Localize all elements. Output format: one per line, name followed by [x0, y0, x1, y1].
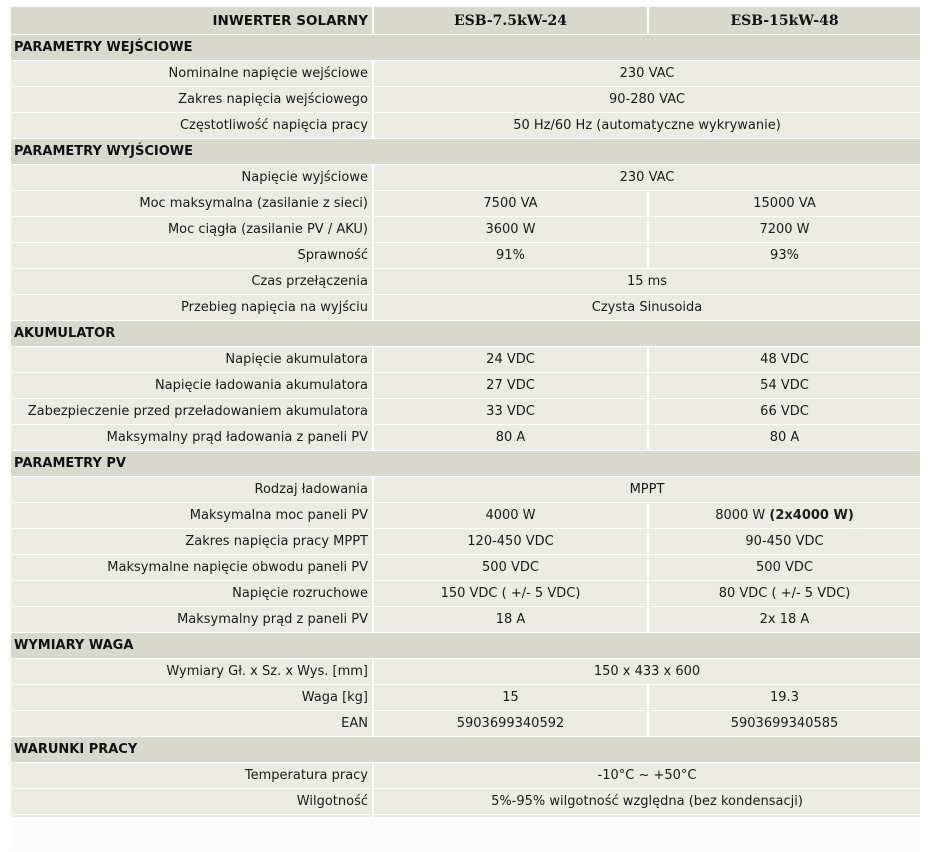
spec-value: -10°C ~ +50°C: [374, 763, 920, 789]
header-model-b: ESB-15kW-48: [649, 7, 920, 35]
spec-value: 90-280 VAC: [374, 87, 920, 113]
spec-value-a: 120-450 VDC: [374, 529, 649, 555]
spec-row: [11, 243, 920, 269]
spec-value-a: 15: [374, 685, 649, 711]
section-header-row: [11, 35, 920, 61]
spec-value-a: 5903699340592: [374, 711, 649, 737]
spec-label: Rodzaj ładowania: [11, 477, 374, 503]
spec-value: MPPT: [374, 477, 920, 503]
spec-label: Maksymalny prąd z paneli PV: [11, 607, 374, 633]
section-header-row: [11, 633, 920, 659]
section-header-row: [11, 451, 920, 477]
spec-label: Napięcie wyjściowe: [11, 165, 374, 191]
spec-value-a: 3600 W: [374, 217, 649, 243]
spec-label: Napięcie rozruchowe: [11, 581, 374, 607]
spec-value-b: 2x 18 A: [649, 607, 920, 633]
spec-value: 230 VAC: [374, 61, 920, 87]
spec-value-b: 19.3: [649, 685, 920, 711]
section-title: PARAMETRY WEJŚCIOWE: [11, 35, 920, 61]
spec-label: Napięcie akumulatora: [11, 347, 374, 373]
spec-value: Czysta Sinusoida: [374, 295, 920, 321]
spec-value-b: 7200 W: [649, 217, 920, 243]
spec-value-a: 33 VDC: [374, 399, 649, 425]
spec-row: [11, 477, 920, 503]
spec-row: [11, 295, 920, 321]
spec-value: 5%-95% wilgotność względna (bez kondensacji): [374, 789, 920, 815]
spec-row: [11, 503, 920, 529]
spec-label: Sprawność: [11, 243, 374, 269]
spec-label: Wymiary Gł. x Sz. x Wys. [mm]: [11, 659, 374, 685]
spec-label: Częstotliwość napięcia pracy: [11, 113, 374, 139]
spec-value: 15 ms: [374, 269, 920, 295]
spec-value-b: 48 VDC: [649, 347, 920, 373]
spec-label: Maksymalny prąd ładowania z paneli PV: [11, 425, 374, 451]
spec-value-b: 80 A: [649, 425, 920, 451]
spec-row: [11, 191, 920, 217]
spec-row: [11, 685, 920, 711]
section-title: PARAMETRY WYJŚCIOWE: [11, 139, 920, 165]
spec-label: Waga [kg]: [11, 685, 374, 711]
spec-label: Czas przełączenia: [11, 269, 374, 295]
section-title: WARUNKI PRACY: [11, 737, 920, 763]
spec-value-a: 150 VDC ( +/- 5 VDC): [374, 581, 649, 607]
spec-value-b: 15000 VA: [649, 191, 920, 217]
spec-label: EAN: [11, 711, 374, 737]
spec-row: [11, 113, 920, 139]
spec-label: Zabezpieczenie przed przeładowaniem akumulatora: [11, 399, 374, 425]
spec-value-b-text: 8000 W: [715, 508, 766, 523]
spec-value-b-bold: (2x4000 W): [769, 508, 854, 523]
section-header-row: [11, 737, 920, 763]
section-title: AKUMULATOR: [11, 321, 920, 347]
spec-row: [11, 217, 920, 243]
header-row: [11, 7, 920, 35]
spec-label: Maksymalna moc paneli PV: [11, 503, 374, 529]
spec-row: [11, 763, 920, 789]
spec-value-a: 4000 W: [374, 503, 649, 529]
footer-strip: [11, 817, 920, 851]
spec-row: [11, 581, 920, 607]
spec-value-b: 93%: [649, 243, 920, 269]
spec-row: [11, 711, 920, 737]
spec-row: [11, 269, 920, 295]
spec-row: [11, 659, 920, 685]
header-label: INWERTER SOLARNY: [11, 7, 374, 35]
spec-label: Moc maksymalna (zasilanie z sieci): [11, 191, 374, 217]
spec-table: [11, 7, 920, 841]
spec-row: [11, 789, 920, 815]
spec-value: 50 Hz/60 Hz (automatyczne wykrywanie): [374, 113, 920, 139]
spec-value-a: 24 VDC: [374, 347, 649, 373]
spec-label: Przebieg napięcia na wyjściu: [11, 295, 374, 321]
spec-row: [11, 165, 920, 191]
spec-value-b: 500 VDC: [649, 555, 920, 581]
spec-row: [11, 347, 920, 373]
spec-value-b: 90-450 VDC: [649, 529, 920, 555]
spec-row: [11, 399, 920, 425]
spec-label: Maksymalne napięcie obwodu paneli PV: [11, 555, 374, 581]
section-title: WYMIARY WAGA: [11, 633, 920, 659]
header-model-a: ESB-7.5kW-24: [374, 7, 649, 35]
spec-value-a: 80 A: [374, 425, 649, 451]
section-header-row: [11, 139, 920, 165]
spec-value-a: 27 VDC: [374, 373, 649, 399]
spec-value-a: 7500 VA: [374, 191, 649, 217]
spec-row: [11, 425, 920, 451]
spec-value: 150 x 433 x 600: [374, 659, 920, 685]
spec-value-a: 500 VDC: [374, 555, 649, 581]
spec-label: Wilgotność: [11, 789, 374, 815]
spec-label: Moc ciągła (zasilanie PV / AKU): [11, 217, 374, 243]
spec-value: 230 VAC: [374, 165, 920, 191]
spec-label: Zakres napięcia wejściowego: [11, 87, 374, 113]
spec-value-b: 80 VDC ( +/- 5 VDC): [649, 581, 920, 607]
section-title: PARAMETRY PV: [11, 451, 920, 477]
spec-value-b: 66 VDC: [649, 399, 920, 425]
spec-body: [11, 35, 920, 841]
spec-row: [11, 373, 920, 399]
spec-label: Zakres napięcia pracy MPPT: [11, 529, 374, 555]
spec-row: [11, 87, 920, 113]
spec-row: [11, 61, 920, 87]
spec-value-b: 54 VDC: [649, 373, 920, 399]
spec-row: [11, 529, 920, 555]
spec-row: [11, 607, 920, 633]
spec-value-a: 91%: [374, 243, 649, 269]
spec-value-a: 18 A: [374, 607, 649, 633]
spec-label: Nominalne napięcie wejściowe: [11, 61, 374, 87]
section-header-row: [11, 321, 920, 347]
spec-row: [11, 555, 920, 581]
spec-label: Temperatura pracy: [11, 763, 374, 789]
spec-value-b: [649, 503, 920, 529]
spec-label: Napięcie ładowania akumulatora: [11, 373, 374, 399]
spec-value-b: 5903699340585: [649, 711, 920, 737]
